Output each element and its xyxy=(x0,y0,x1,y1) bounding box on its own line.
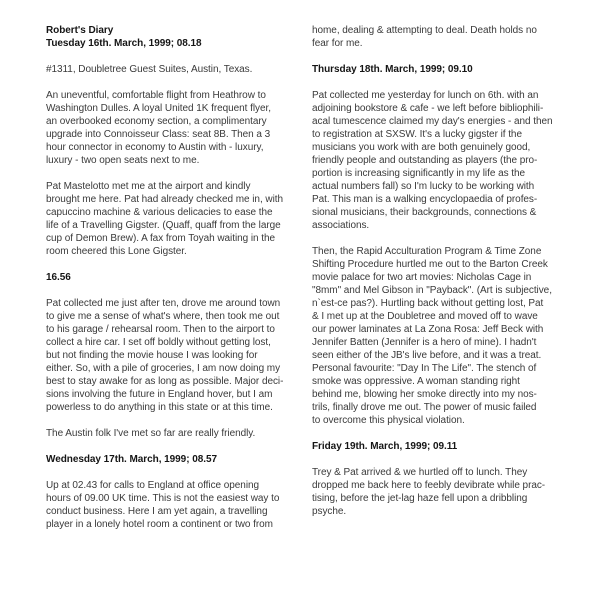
text-line: capuccino machine & various delicacies to ease the xyxy=(46,207,273,218)
text-line: sional musicians, their backgrounds, connections & xyxy=(312,207,537,218)
text-line: Pat collected me yesterday for lunch on 6th. with an xyxy=(312,90,539,101)
paragraph xyxy=(46,297,316,414)
text-line: An uneventful, comfortable flight from Heathrow to xyxy=(46,90,266,101)
text-line: tising, before the jet-lag haze fell upon a dribbling xyxy=(312,493,528,504)
text-line: Tuesday 16th. March, 1999; 08.18 xyxy=(46,38,202,49)
text-line: room cheered this Lone Gigster. xyxy=(46,246,187,257)
text-line: Then, the Rapid Acculturation Program & Time Zone xyxy=(312,246,542,257)
text-line: life of a Travelling Gigster. (Quaff, quaff from the large xyxy=(46,220,281,231)
text-line: to give me a sense of what's where, then took me out xyxy=(46,311,280,322)
text-line: conduct business. Here I am yet again, a travelling xyxy=(46,506,268,517)
text-line: n`est-ce pas?). Hurtling back without getting lost, Pat xyxy=(312,298,544,309)
text-line: Personal favourite: "Day In The Life". The stench of xyxy=(312,363,537,374)
text-line: hour connector in economy to Austin with - luxury, xyxy=(46,142,264,153)
text-line: friendly people and outstanding as players (the pro- xyxy=(312,155,538,166)
text-line: home, dealing & attempting to deal. Death holds no xyxy=(312,25,537,36)
text-line: sions involving the future in England hover, but I am xyxy=(46,389,273,400)
paragraph xyxy=(46,180,316,258)
entry-heading xyxy=(312,63,582,76)
text-line: seen either of the JB's live before, and it was a treat. xyxy=(312,350,542,361)
text-line: to overcome this physical violation. xyxy=(312,415,465,426)
paragraph xyxy=(312,245,582,427)
text-line: psyche. xyxy=(312,506,347,517)
paragraph xyxy=(46,89,316,167)
text-line: associations. xyxy=(312,220,370,231)
text-line: Washington Dulles. A loyal United 1K frequent flyer, xyxy=(46,103,271,114)
text-line: & I met up at the Doubletree and moved off to wave xyxy=(312,311,538,322)
text-line: behind me, blowing her smoke directly into my nos- xyxy=(312,389,537,400)
text-line: Pat Mastelotto met me at the airport and kindly xyxy=(46,181,251,192)
text-line: cup of Demon Brew). A fax from Toyah waiting in the xyxy=(46,233,276,244)
text-line: Friday 19th. March, 1999; 09.11 xyxy=(312,441,458,452)
paragraph xyxy=(312,24,582,50)
text-line: smoke was oppressive. A woman standing right xyxy=(312,376,520,387)
text-line: trils, finally drove me out. The power of music failed xyxy=(312,402,537,413)
text-line: player in a lonely hotel room a continent or two from xyxy=(46,519,273,530)
paragraph xyxy=(46,479,316,531)
paragraph xyxy=(46,63,316,76)
text-line: powerless to do anything in this state or at this time. xyxy=(46,402,273,413)
text-line: Shifting Procedure hurtled me out to the Barton Creek xyxy=(312,259,548,270)
text-line: dropped me back here to feebly devibrate while prac- xyxy=(312,480,546,491)
text-line: adjoining bookstore & cafe - we left before bibliophili- xyxy=(312,103,544,114)
text-line: #1311, Doubletree Guest Suites, Austin, Texas. xyxy=(46,64,253,75)
text-line: fear for me. xyxy=(312,38,363,49)
text-line: either. So, with a pile of groceries, I am now doing my xyxy=(46,363,281,374)
text-line: collect a hire car. I set off boldly without getting lost, xyxy=(46,337,271,348)
text-line: portion is increasing significantly in my life as the xyxy=(312,168,526,179)
text-line: Wednesday 17th. March, 1999; 08.57 xyxy=(46,454,217,465)
text-line: The Austin folk I've met so far are really friendly. xyxy=(46,428,256,439)
text-line: Robert's Diary xyxy=(46,25,114,36)
text-line: upgrade into Connoisseur Class: seat 8B. Then a 3 xyxy=(46,129,271,140)
text-line: musicians you work with are both genuinely good, xyxy=(312,142,531,153)
entry-heading xyxy=(46,453,316,466)
text-line: brought me here. Pat had already checked me in, with xyxy=(46,194,283,205)
paragraph xyxy=(312,466,582,518)
text-line: acal tumescence claimed my day's energies - and then xyxy=(312,116,553,127)
text-line: but not finding the movie house I was looking for xyxy=(46,350,258,361)
paragraph xyxy=(312,89,582,232)
text-line: "8mm" and Mel Gibson in "Payback". (Art is subjective, xyxy=(312,285,552,296)
text-line: luxury - two open seats next to me. xyxy=(46,155,200,166)
text-line: Up at 02.43 for calls to England at office opening xyxy=(46,480,260,491)
text-line: 16.56 xyxy=(46,272,71,283)
text-line: best to stay awake for as long as possible. Major deci- xyxy=(46,376,284,387)
left-column xyxy=(46,24,316,544)
text-line: hours of 09.00 UK time. This is not the easiest way to xyxy=(46,493,280,504)
entry-heading xyxy=(46,24,316,50)
text-line: to registration at SXSW. It's a lucky gigster if the xyxy=(312,129,522,140)
text-line: movie palace for two art movies: Nicholas Cage in xyxy=(312,272,532,283)
text-line: actual numbers fall) so I'm lucky to be working with xyxy=(312,181,535,192)
text-line: Pat collected me just after ten, drove me around town xyxy=(46,298,281,309)
entry-heading xyxy=(312,440,582,453)
text-line: an overbooked economy section, a complimentary xyxy=(46,116,267,127)
text-line: our power laminates at La Zona Rosa: Jeff Beck with xyxy=(312,324,544,335)
paragraph xyxy=(46,427,316,440)
text-line: Jennifer Batten (Jennifer is a hero of mine). I hadn't xyxy=(312,337,537,348)
text-line: to his garage / rehearsal room. Then to the airport to xyxy=(46,324,275,335)
right-column xyxy=(312,24,582,531)
entry-heading xyxy=(46,271,316,284)
text-line: Trey & Pat arrived & we hurtled off to lunch. They xyxy=(312,467,528,478)
text-line: Thursday 18th. March, 1999; 09.10 xyxy=(312,64,473,75)
text-line: Pat. This man is a walking encyclopaedia of profes- xyxy=(312,194,538,205)
